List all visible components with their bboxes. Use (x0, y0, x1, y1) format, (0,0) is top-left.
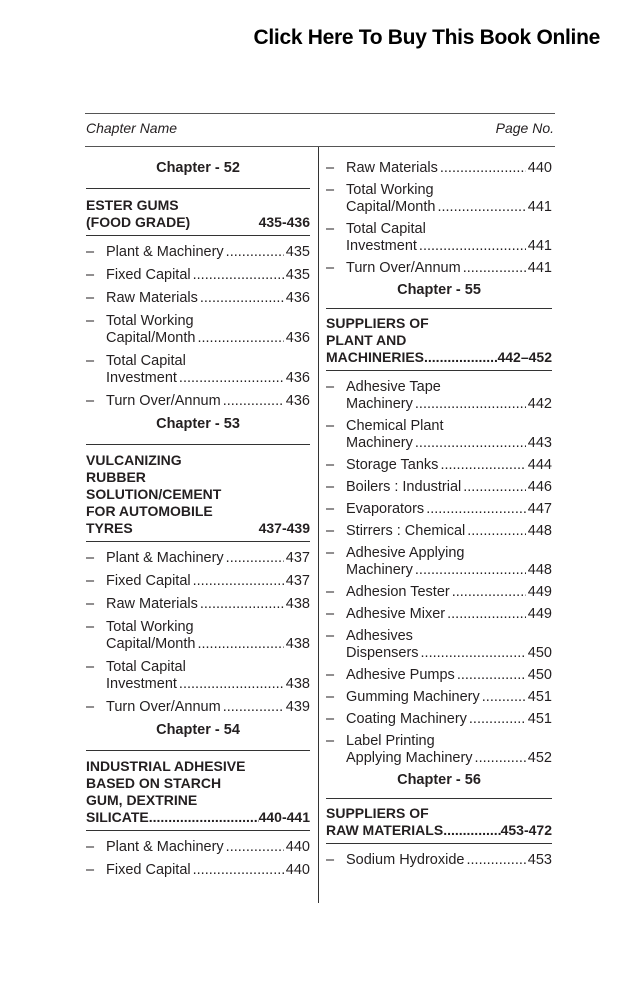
leader-dots (466, 852, 525, 869)
toc-entry (86, 550, 310, 567)
toc-entry-row (106, 636, 310, 653)
toc-entry-row (106, 330, 310, 347)
leader-dots (440, 160, 526, 177)
toc-entry (326, 501, 552, 518)
toc-entry (326, 418, 552, 452)
toc-entry-label: – Storage Tanks (346, 457, 439, 473)
chapter-heading: Chapter - 55 (397, 282, 481, 298)
leader-dots (415, 396, 526, 413)
chapter-pages: 453-472 (500, 822, 552, 838)
toc-entry-page: 436 (285, 330, 310, 346)
chapter-item-list (86, 244, 310, 410)
toc-entry-row (346, 523, 552, 540)
leader-dots (440, 457, 525, 474)
chapter-title-line: (FOOD GRADE) (86, 214, 191, 230)
toc-entry-row (346, 711, 552, 728)
leader-dots (475, 750, 526, 767)
toc-entry-row (346, 238, 552, 255)
leader-dots (193, 267, 284, 284)
toc-entry-line: – Total Capital (106, 659, 186, 675)
toc-entry (326, 584, 552, 601)
toc-entry-label: – Plant & Machinery (106, 839, 224, 855)
toc-entry-page: 448 (527, 523, 552, 539)
toc-entry-label: – Fixed Capital (106, 573, 191, 589)
toc-entry-row (346, 160, 552, 177)
toc-entry-row (106, 573, 310, 590)
toc-entry-label: – Adhesive Mixer (346, 606, 446, 622)
toc-entry-page: 437 (285, 573, 310, 589)
chapter-title-line: MACHINERIES (326, 349, 425, 365)
toc-entry-page: 453 (527, 852, 552, 868)
chapter-title-line: ESTER GUMS (86, 197, 179, 213)
leader-dots (223, 393, 284, 410)
toc-entry-label: Capital/Month (106, 636, 196, 652)
toc-entry-page: 435 (285, 267, 310, 283)
toc-entry-line: – Label Printing (346, 733, 435, 749)
toc-entry-row (346, 501, 552, 518)
toc-entry-page: 440 (285, 839, 310, 855)
toc-entry (326, 545, 552, 579)
toc-entry-row (346, 199, 552, 216)
leader-dots (463, 479, 526, 496)
toc-entry-label: Applying Machinery (346, 750, 473, 766)
toc-entry-page: 446 (527, 479, 552, 495)
chapter-title-line: SUPPLIERS OF (326, 315, 429, 331)
title-leader-dots (424, 349, 497, 366)
toc-entry (86, 353, 310, 387)
toc-entry-row (106, 393, 310, 410)
chapter-title-line: BASED ON STARCH (86, 775, 222, 791)
toc-entry-label: – Adhesion Tester (346, 584, 450, 600)
toc-entry (86, 244, 310, 261)
toc-entry (326, 852, 552, 869)
toc-entry-label: – Sodium Hydroxide (346, 852, 465, 868)
header-chapter-name: Chapter Name (86, 120, 178, 136)
leader-dots (426, 501, 526, 518)
leader-dots (179, 676, 284, 693)
toc-entry-row (106, 267, 310, 284)
toc-entry (86, 659, 310, 693)
toc-entry-label: – Evaporators (346, 501, 425, 517)
title-leader-dots (149, 809, 259, 826)
toc-entry (326, 379, 552, 413)
leader-dots (200, 596, 284, 613)
toc-entry-page: 451 (527, 689, 552, 705)
toc-entry-page: 447 (527, 501, 552, 517)
toc-entry-line: – Adhesive Applying (346, 545, 465, 561)
chapter-title-line: FOR AUTOMOBILE (86, 503, 213, 519)
toc-entry-label: Machinery (346, 562, 413, 578)
toc-entry-label: – Adhesive Pumps (346, 667, 455, 683)
toc-entry-label: Machinery (346, 396, 413, 412)
toc-entry-label: – Raw Materials (106, 596, 198, 612)
leader-dots (482, 689, 526, 706)
toc-entry-row (106, 839, 310, 856)
chapter-title-line: VULCANIZING (86, 452, 182, 468)
leader-dots (200, 290, 284, 307)
chapter-item-list (86, 550, 310, 716)
leader-dots (447, 606, 526, 623)
toc-entry-row (106, 862, 310, 879)
toc-entry-row (346, 457, 552, 474)
toc-entry (86, 596, 310, 613)
toc-entry-page: 440 (285, 862, 310, 878)
chapter-item-list (326, 852, 552, 869)
toc-entry (326, 260, 552, 277)
toc-entry (326, 667, 552, 684)
toc-entry-line: – Total Working (106, 313, 194, 329)
chapter-title (86, 188, 310, 236)
chapter-title-line: PLANT AND (326, 332, 407, 348)
toc-entry-row (346, 396, 552, 413)
leader-dots (226, 244, 284, 261)
toc-entry-row (106, 676, 310, 693)
toc-entry (86, 862, 310, 879)
toc-entry-line: – Chemical Plant (346, 418, 444, 434)
toc-entry-row (106, 550, 310, 567)
toc-entry-page: 441 (527, 199, 552, 215)
left-column (86, 160, 310, 885)
leader-dots (226, 550, 284, 567)
toc-entry (86, 290, 310, 307)
toc-entry (326, 160, 552, 177)
toc-entry (326, 221, 552, 255)
toc-entry (86, 619, 310, 653)
toc-entry-label: – Boilers : Industrial (346, 479, 462, 495)
toc-entry-line: – Adhesive Tape (346, 379, 441, 395)
toc-entry-label: Investment (106, 676, 177, 692)
toc-entry-page: 450 (527, 645, 552, 661)
toc-entry (86, 699, 310, 716)
toc-entry (86, 313, 310, 347)
header-bottom-rule (85, 146, 555, 147)
toc-entry-row (346, 562, 552, 579)
chapter-heading: Chapter - 56 (397, 772, 481, 788)
toc-entry (326, 628, 552, 662)
toc-entry-page: 436 (285, 370, 310, 386)
chapter-item-list (86, 839, 310, 879)
toc-entry-row (106, 290, 310, 307)
chapter-item-list (326, 160, 552, 277)
toc-entry (326, 711, 552, 728)
toc-entry-label: Investment (106, 370, 177, 386)
toc-entry-row (106, 596, 310, 613)
toc-entry-page: 449 (527, 606, 552, 622)
leader-dots (437, 199, 525, 216)
leader-dots (223, 699, 284, 716)
toc-entry-label: – Fixed Capital (106, 267, 191, 283)
toc-entry (326, 182, 552, 216)
column-divider (318, 147, 319, 903)
toc-entry (326, 523, 552, 540)
toc-entry-page: 441 (527, 260, 552, 276)
toc-entry-page: 443 (527, 435, 552, 451)
leader-dots (193, 573, 284, 590)
header-top-rule (85, 113, 555, 114)
chapter-heading: Chapter - 54 (156, 722, 240, 738)
toc-entry-row (346, 689, 552, 706)
toc-entry-row (106, 370, 310, 387)
toc-entry-row (106, 244, 310, 261)
leader-dots (463, 260, 526, 277)
chapter-title-line: RUBBER (86, 469, 146, 485)
chapter-title-line: RAW MATERIALS (326, 822, 444, 838)
toc-entry-page: 442 (527, 396, 552, 412)
leader-dots (452, 584, 526, 601)
chapter-pages: 435-436 (258, 214, 310, 230)
toc-entry-line: – Total Capital (346, 221, 426, 237)
leader-dots (419, 238, 526, 255)
toc-entry-line: – Adhesives (346, 628, 413, 644)
toc-entry-row (346, 584, 552, 601)
toc-entry-page: 437 (285, 550, 310, 566)
chapter-title-line: SOLUTION/CEMENT (86, 486, 222, 502)
toc-entry (326, 606, 552, 623)
toc-entry-label: Capital/Month (346, 199, 436, 215)
title-leader-dots (443, 822, 500, 839)
toc-entry-page: 441 (527, 238, 552, 254)
buy-book-link[interactable]: Click Here To Buy This Book Online (253, 26, 600, 49)
leader-dots (179, 370, 284, 387)
toc-entry (326, 733, 552, 767)
toc-entry-line: – Total Working (106, 619, 194, 635)
toc-entry-label: – Turn Over/Annum (346, 260, 461, 276)
toc-entry-line: – Total Capital (106, 353, 186, 369)
toc-entry-label: Dispensers (346, 645, 419, 661)
toc-entry-row (346, 852, 552, 869)
leader-dots (415, 435, 526, 452)
toc-entry-page: 438 (285, 596, 310, 612)
chapter-heading: Chapter - 53 (156, 416, 240, 432)
toc-entry (326, 479, 552, 496)
leader-dots (469, 711, 526, 728)
toc-entry (86, 393, 310, 410)
toc-entry-page: 440 (527, 160, 552, 176)
toc-entry-label: – Coating Machinery (346, 711, 467, 727)
toc-entry-page: 435 (285, 244, 310, 260)
toc-entry-label: – Stirrers : Chemical (346, 523, 466, 539)
leader-dots (415, 562, 526, 579)
toc-entry-page: 451 (527, 711, 552, 727)
toc-entry-page: 450 (527, 667, 552, 683)
leader-dots (193, 862, 284, 879)
toc-entry-page: 449 (527, 584, 552, 600)
toc-entry-page: 439 (285, 699, 310, 715)
chapter-pages: 442–452 (497, 349, 552, 365)
toc-entry (326, 689, 552, 706)
chapter-title (326, 798, 552, 844)
chapter-heading: Chapter - 52 (156, 160, 240, 176)
toc-entry-row (346, 606, 552, 623)
chapter-title-line: INDUSTRIAL ADHESIVE (86, 758, 246, 774)
chapter-title-line: TYRES (86, 520, 133, 536)
leader-dots (467, 523, 526, 540)
toc-entry-row (346, 667, 552, 684)
toc-entry-line: – Total Working (346, 182, 434, 198)
toc-entry-page: 436 (285, 393, 310, 409)
leader-dots (421, 645, 526, 662)
toc-entry-label: Capital/Month (106, 330, 196, 346)
toc-entry-label: – Raw Materials (346, 160, 438, 176)
toc-entry-label: – Turn Over/Annum (106, 393, 221, 409)
toc-entry-label: – Fixed Capital (106, 862, 191, 878)
toc-entry-row (346, 479, 552, 496)
toc-entry (86, 573, 310, 590)
chapter-pages: 437-439 (258, 520, 310, 536)
toc-entry-row (346, 435, 552, 452)
toc-entry-label: Investment (346, 238, 417, 254)
leader-dots (197, 330, 283, 347)
chapter-title-line: SILICATE (86, 809, 149, 825)
toc-entry (86, 267, 310, 284)
leader-dots (197, 636, 283, 653)
leader-dots (226, 839, 284, 856)
toc-entry-label: – Plant & Machinery (106, 244, 224, 260)
toc-entry-page: 436 (285, 290, 310, 306)
toc-entry-label: – Turn Over/Annum (106, 699, 221, 715)
toc-entry-label: – Gumming Machinery (346, 689, 480, 705)
toc-entry-row (346, 645, 552, 662)
chapter-pages: 440-441 (258, 809, 310, 825)
right-column (326, 160, 552, 874)
toc-entry-row (106, 699, 310, 716)
chapter-title (326, 308, 552, 371)
chapter-title-line: GUM, DEXTRINE (86, 792, 198, 808)
chapter-title-line: SUPPLIERS OF (326, 805, 429, 821)
toc-entry-page: 448 (527, 562, 552, 578)
toc-entry (86, 839, 310, 856)
leader-dots (457, 667, 526, 684)
toc-entry-label: – Plant & Machinery (106, 550, 224, 566)
toc-entry-page: 438 (285, 636, 310, 652)
toc-entry-row (346, 260, 552, 277)
toc-entry-label: Machinery (346, 435, 413, 451)
chapter-item-list (326, 379, 552, 767)
toc-entry-page: 452 (527, 750, 552, 766)
chapter-title (86, 444, 310, 542)
chapter-title (86, 750, 310, 831)
toc-entry-page: 438 (285, 676, 310, 692)
toc-entry-page: 444 (527, 457, 552, 473)
toc-entry-label: – Raw Materials (106, 290, 198, 306)
header-page-no: Page No. (495, 120, 554, 136)
toc-entry (326, 457, 552, 474)
toc-entry-row (346, 750, 552, 767)
